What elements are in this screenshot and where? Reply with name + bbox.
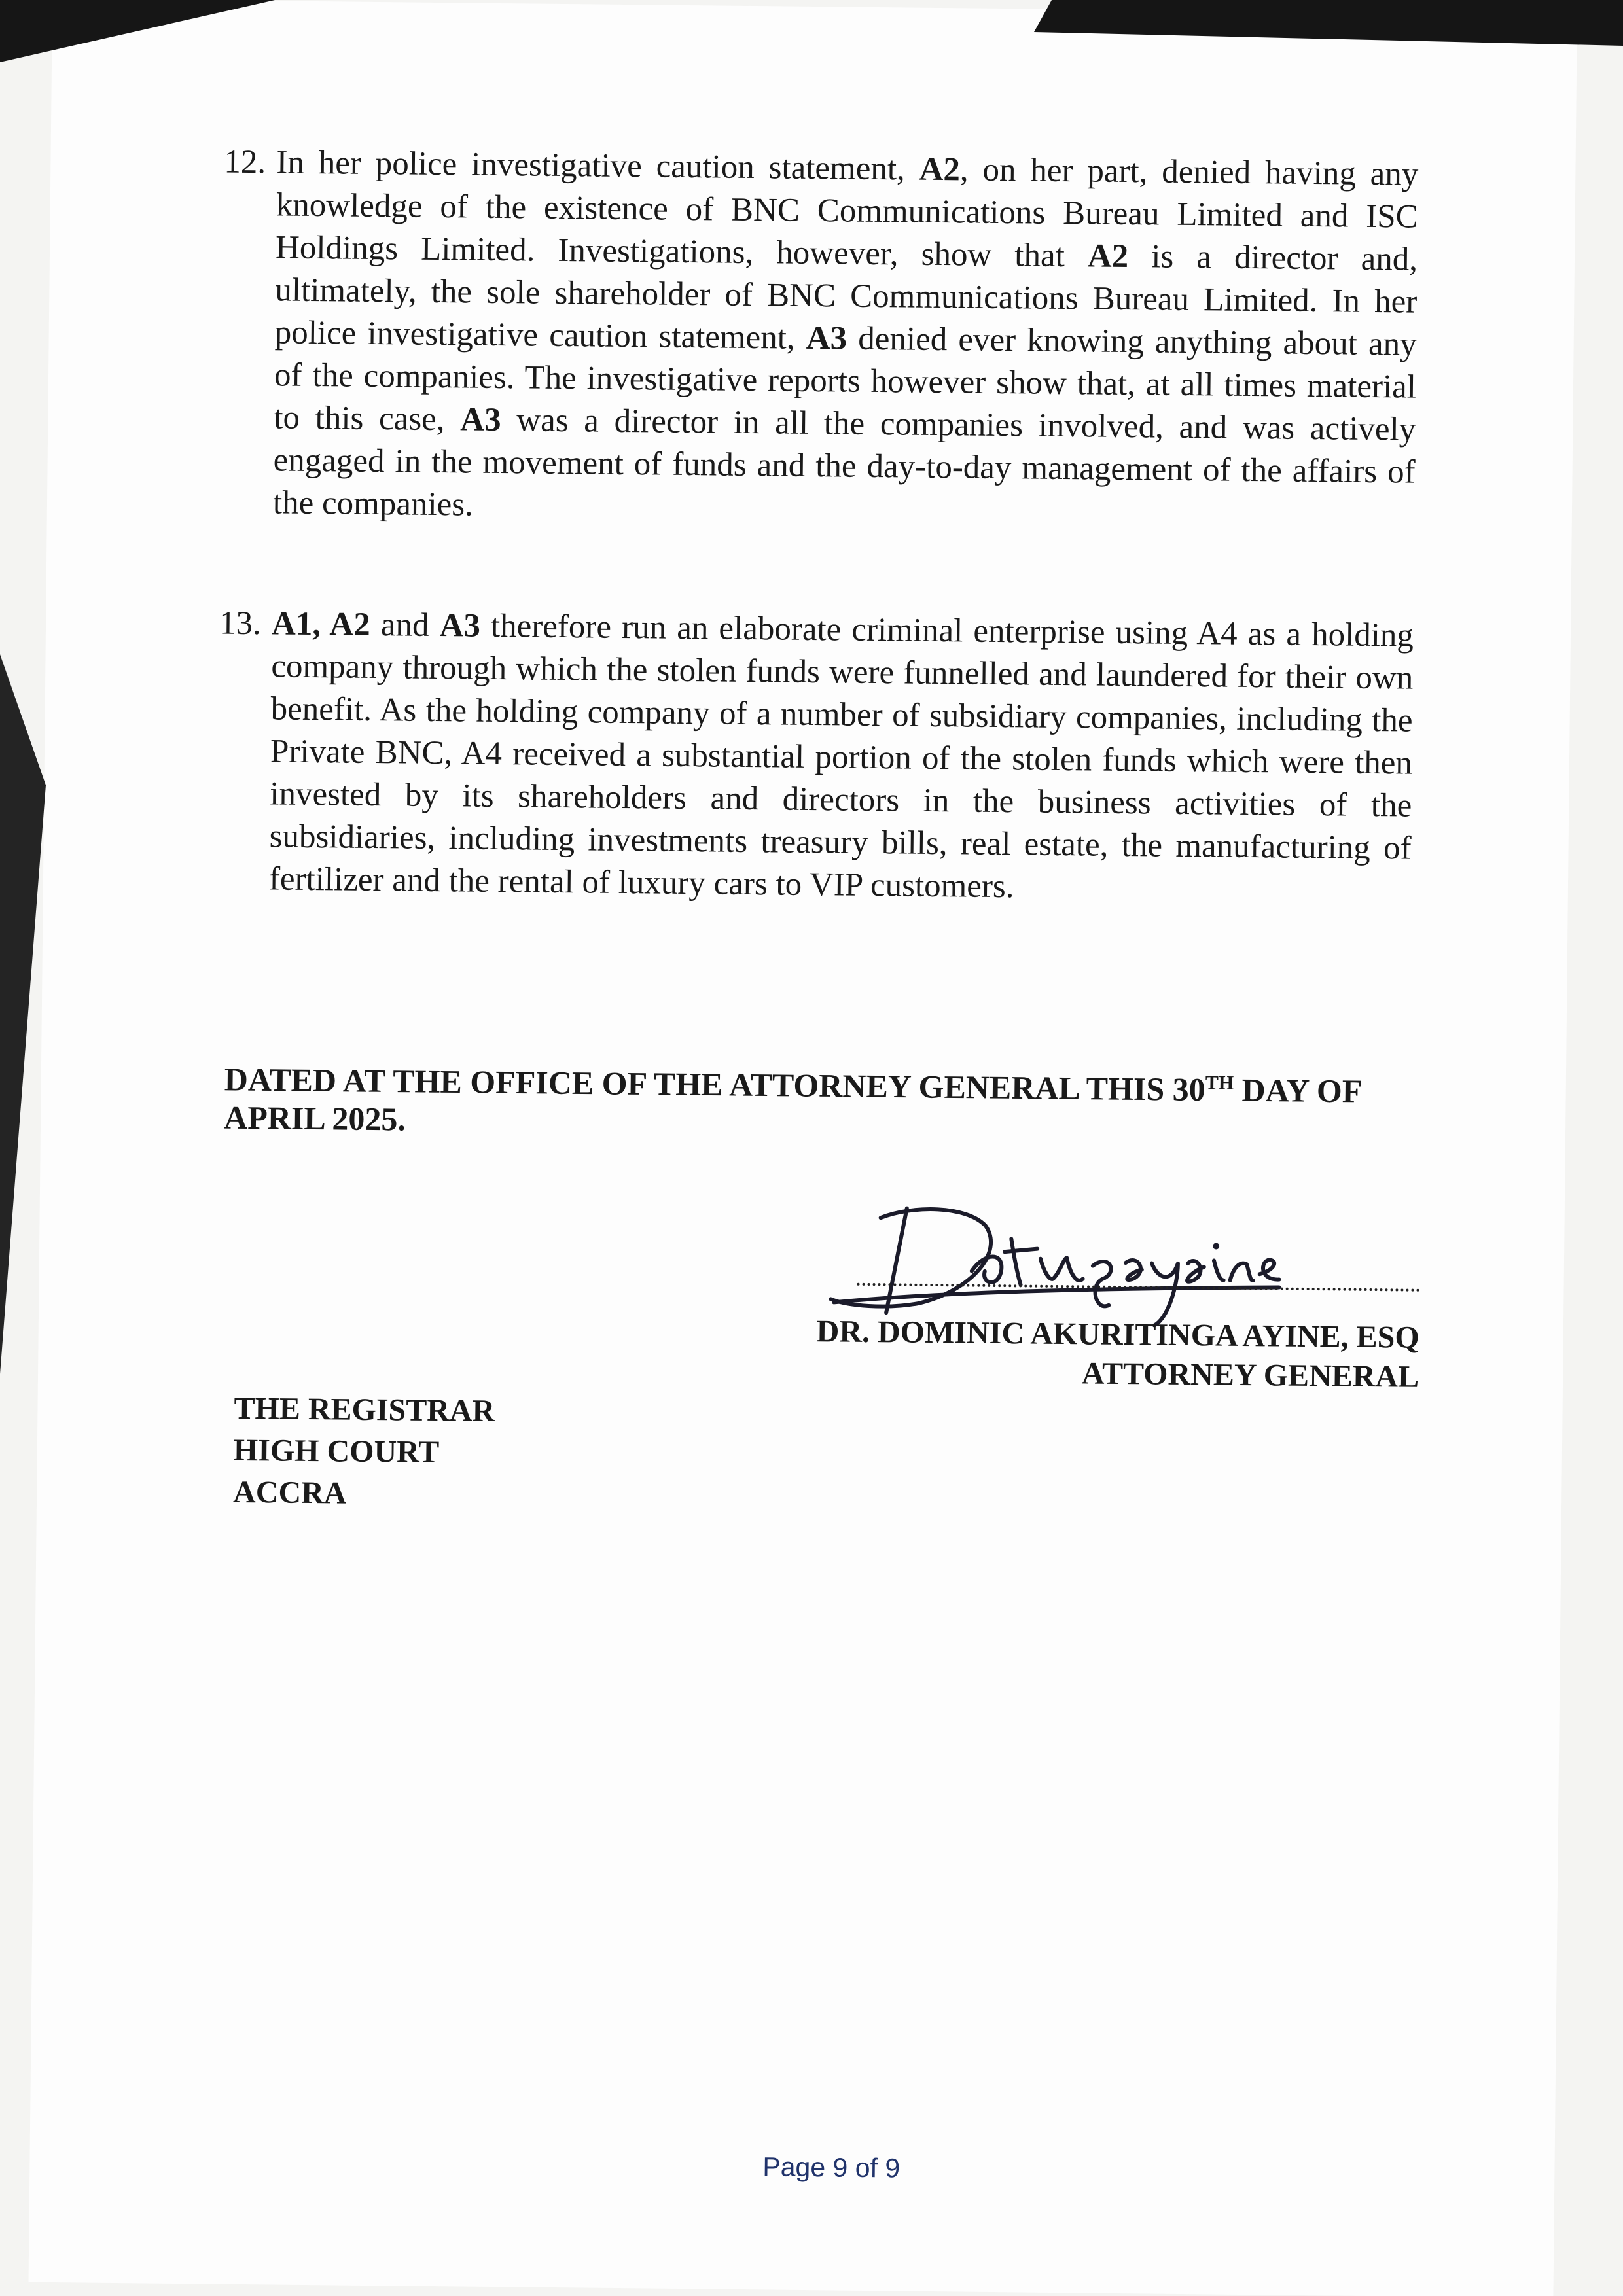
signatory-title: ATTORNEY GENERAL bbox=[1081, 1356, 1419, 1394]
signatory-block bbox=[810, 1312, 1419, 1397]
accused-ref: A3 bbox=[806, 319, 847, 357]
dated-text-end: DAY OF APRIL 2025. bbox=[223, 1071, 1361, 1138]
page-content bbox=[29, 0, 1577, 2296]
accused-ref: A2 bbox=[919, 150, 961, 188]
paragraph-text: is a director and, ultimately, the sole shareholder of BNC Communications Bureau Limited. In her police investigative caution statement, bbox=[274, 238, 1418, 357]
ordinal-suffix: TH bbox=[1205, 1072, 1234, 1094]
signatory-name: DR. DOMINIC AKURITINGA AYINE, ESQ bbox=[816, 1314, 1420, 1355]
accused-ref: A3 bbox=[439, 607, 481, 645]
scan-shadow-left-edge bbox=[0, 654, 46, 1374]
accused-ref: A1, A2 bbox=[271, 605, 371, 643]
paragraph-13 bbox=[219, 603, 1414, 912]
dated-line bbox=[224, 1054, 1416, 1149]
paragraph-text: In her police investigative caution statement, bbox=[276, 144, 919, 188]
document-page bbox=[29, 0, 1577, 2296]
paragraph-text: and bbox=[370, 606, 440, 645]
accused-ref: A3 bbox=[459, 401, 501, 439]
addressee-block bbox=[233, 1388, 495, 1516]
paragraph-number: 12. bbox=[224, 143, 266, 181]
page-number: Page 9 of 9 bbox=[762, 2151, 901, 2183]
accused-ref: A2 bbox=[1087, 238, 1129, 275]
paragraph-12 bbox=[224, 141, 1419, 536]
paragraph-text: , on her part, denied having any knowledge of the existence of BNC Communications Bureau Limited and ISC Holdings Limited. Investigations, however, show that bbox=[275, 151, 1419, 275]
dated-text: DATED AT THE OFFICE OF THE ATTORNEY GENERAL THIS 30 bbox=[224, 1061, 1205, 1108]
paragraph-text: therefore run an elaborate criminal enterprise using A4 as a holding company through which the stolen funds were funnelled and laundered for their own benefit. As the holding company of a number of subsidiary companies, including the Private BNC, A4 received a substantial portion of the stolen funds which were then invested by its shareholders and directors in the business activities of the subsidiaries, including investments treasury bills, real estate, the manufacturing of fertilizer and the rental of luxury cars to VIP customers. bbox=[268, 607, 1414, 906]
paragraph-text: denied ever knowing anything about any of the companies. The investigative reports however show that, at all times material to this case, bbox=[274, 320, 1417, 438]
addressee-line: THE REGISTRAR bbox=[234, 1390, 495, 1428]
paragraph-number: 13. bbox=[219, 605, 262, 643]
addressee-line: HIGH COURT bbox=[233, 1432, 440, 1470]
paragraph-text: was a director in all the companies involved, and was actively engaged in the movement of funds and the day-to-day management of the affairs of the companies. bbox=[272, 402, 1416, 523]
addressee-line: ACCRA bbox=[232, 1474, 347, 1511]
scan-shadow-top-left bbox=[0, 0, 275, 62]
